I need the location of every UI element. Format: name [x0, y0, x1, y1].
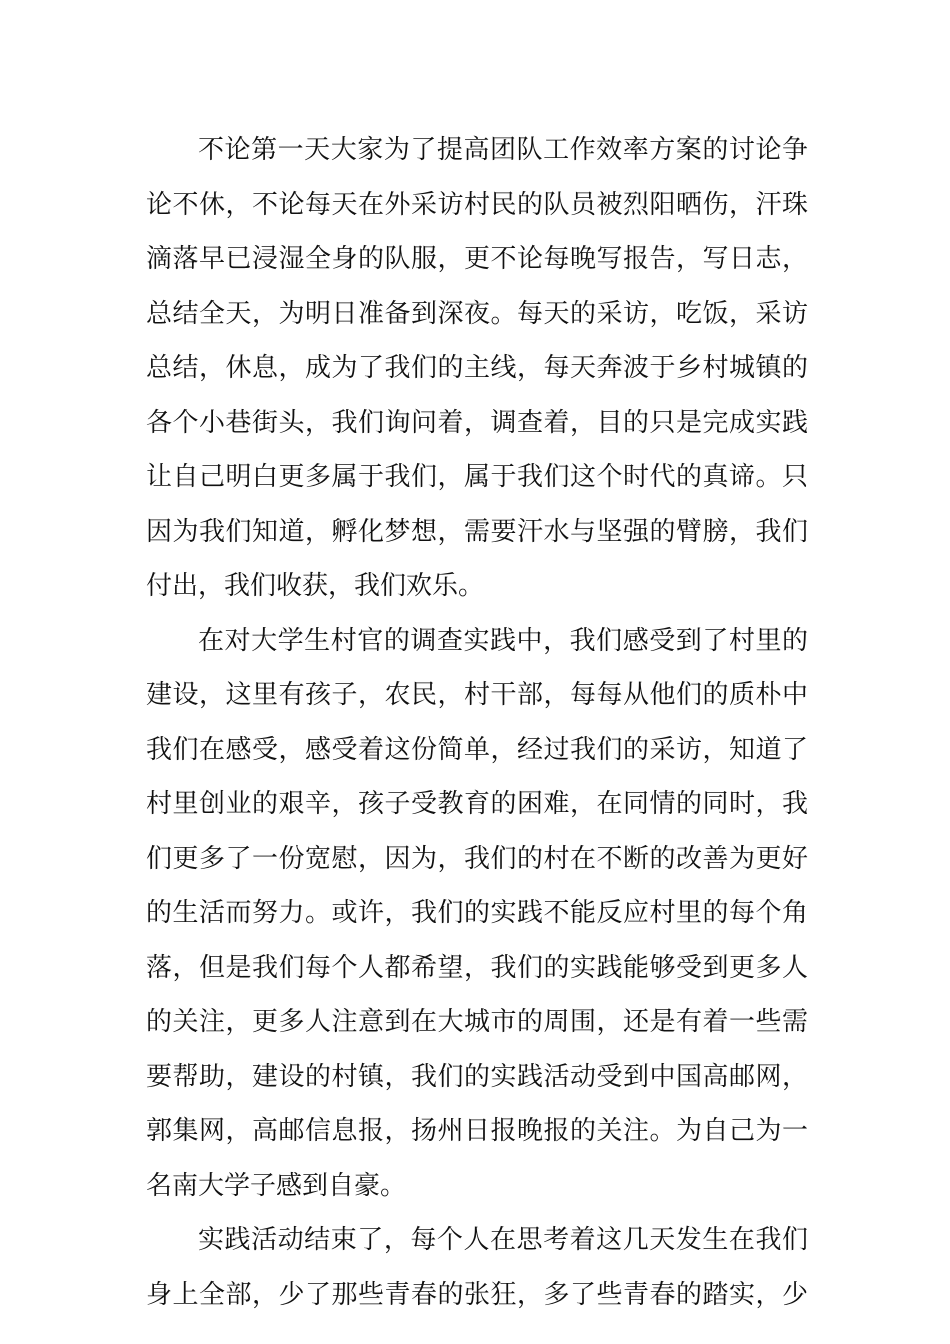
text-line: 在对大学生村官的调查实践中，我们感受到了村里的: [198, 625, 808, 656]
text-line: 名南大学子感到自豪。: [146, 1170, 407, 1201]
text-line: 身上全部，少了那些青春的张狂，多了些青春的踏实，少: [146, 1279, 808, 1310]
text-line: 付出，我们收获，我们欢乐。: [146, 571, 485, 601]
text-line: 的关注，更多人注意到在大城市的周围，还是有着一些需: [146, 1007, 808, 1037]
text-line: 我们在感受，感受着这份简单，经过我们的采访，知道了: [146, 734, 808, 765]
text-line: 各个小巷街头，我们询问着，调查着，目的只是完成实践: [146, 407, 808, 438]
text-line: 郭集网，高邮信息报，扬州日报晚报的关注。为自己为一: [146, 1116, 808, 1146]
paragraph-1: [146, 128, 808, 619]
text-line: 落，但是我们每个人都希望，我们的实践能够受到更多人: [146, 952, 808, 983]
text-line: 论不休，不论每天在外采访村民的队员被烈阳晒伤，汗珠: [146, 189, 808, 220]
document-body: [146, 128, 808, 1327]
text-line: 不论第一天大家为了提高团队工作效率方案的讨论争: [198, 135, 808, 165]
text-line: 村里创业的艰辛，孩子受教育的困难，在同情的同时，我: [146, 789, 808, 819]
text-line: 的生活而努力。或许，我们的实践不能反应村里的每个角: [146, 898, 808, 928]
paragraph-3: [146, 1218, 808, 1327]
paragraph-2: [146, 619, 808, 1219]
text-line: 们更多了一份宽慰，因为，我们的村在不断的改善为更好: [146, 843, 808, 874]
text-line: 因为我们知道，孵化梦想，需要汗水与坚强的臂膀，我们: [146, 516, 808, 547]
text-line: 建设，这里有孩子，农民，村干部，每每从他们的质朴中: [146, 680, 808, 710]
text-line: 总结，休息，成为了我们的主线，每天奔波于乡村城镇的: [146, 353, 808, 383]
text-line: 滴落早已浸湿全身的队服，更不论每晚写报告，写日志，: [146, 244, 808, 274]
text-line: 要帮助，建设的村镇，我们的实践活动受到中国高邮网，: [146, 1061, 808, 1092]
text-line: 实践活动结束了，每个人在思考着这几天发生在我们: [198, 1225, 808, 1255]
text-line: 总结全天，为明日准备到深夜。每天的采访，吃饭，采访: [146, 298, 808, 329]
text-line: 让自己明白更多属于我们，属于我们这个时代的真谛。只: [146, 462, 808, 492]
